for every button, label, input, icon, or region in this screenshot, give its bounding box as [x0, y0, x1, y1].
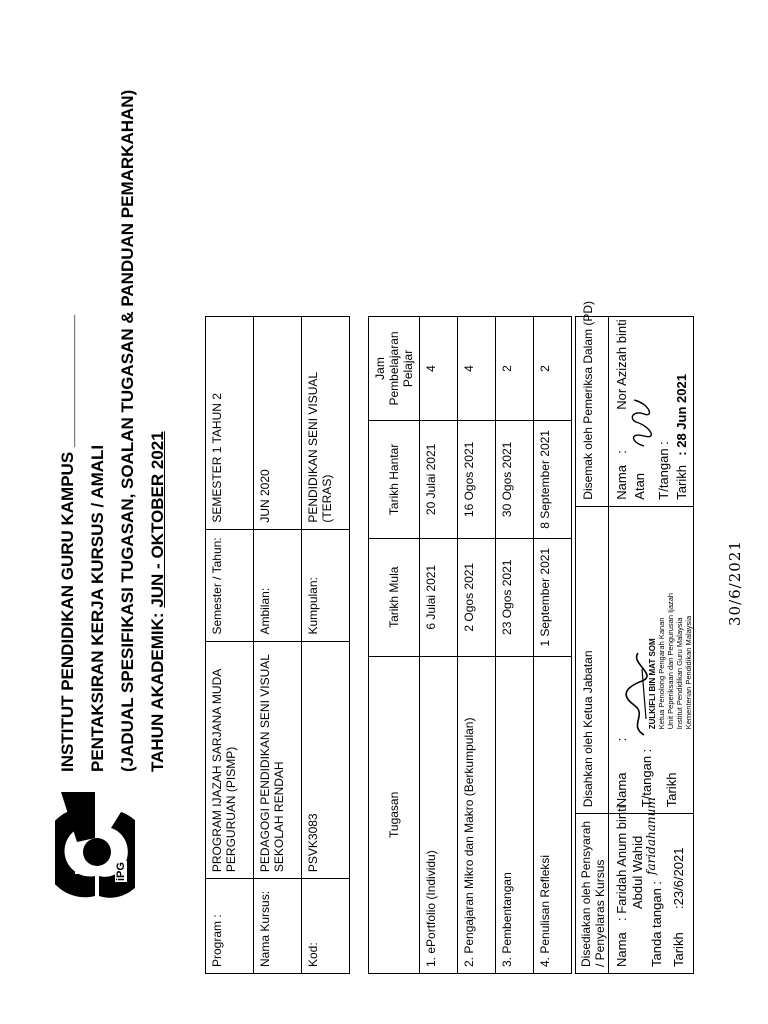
academic-year — [148, 431, 168, 772]
group-label: Kumpulan: — [302, 529, 350, 641]
schedule-title: (JADUAL SPESIFIKASI TUGASAN, SOALAN TUGASAN & PANDUAN PEMARKAHAN) — [118, 89, 137, 772]
task-start: 1 September 2021 — [534, 538, 572, 656]
academic-year-value: JUN - OKTOBER 2021 — [148, 431, 167, 608]
prepared-signature: faridahanum — [644, 797, 658, 875]
stamp-line-2: Unit Peperiksaan dan Pengurusan Ijazah — [666, 592, 675, 730]
stamp-line-3: Institut Pendidikan Guru Malaysia — [675, 617, 684, 730]
course-info-table — [205, 316, 350, 974]
code-label: Kod: — [302, 879, 350, 974]
checked-date-value: : 28 Jun 2021 — [674, 374, 689, 456]
verified-heading: Disahkan oleh Ketua Jabatan — [581, 650, 595, 808]
assessment-title: PENTAKSIRAN KERJA KURSUS / AMALI — [88, 444, 107, 772]
approval-table — [575, 300, 694, 974]
code-value: PSVK3083 — [302, 641, 350, 879]
academic-year-label: TAHUN AKADEMIK: — [148, 607, 167, 772]
checked-name-value: Nor Azizah binti — [614, 319, 629, 410]
checked-name-colon: : — [614, 450, 629, 454]
tasks-header-due: Tarikh Hantar — [369, 420, 420, 538]
group-value: PENDIDIKAN SENI VISUAL (TERAS) — [302, 317, 350, 530]
semester-label: Semester / Tahun: — [206, 529, 254, 641]
verified-by-cell — [576, 506, 694, 814]
verified-date-label: Tarikh — [664, 772, 679, 808]
prepared-name-value: : Faridah Anum binti — [614, 805, 629, 921]
task-name: 4. Penulisan Refleksi — [534, 656, 572, 973]
task-due: 16 Ogos 2021 — [458, 420, 496, 538]
semester-value: SEMESTER 1 TAHUN 2 — [206, 317, 254, 530]
task-start: 23 Ogos 2021 — [496, 538, 534, 656]
task-due: 20 Julai 2021 — [420, 420, 458, 538]
task-hours: 2 — [496, 317, 534, 421]
task-start: 6 Julai 2021 — [420, 538, 458, 656]
task-name: 1. ePortfolio (Individu) — [420, 656, 458, 973]
stamp-line-4: Kementerian Pendidikan Malaysia — [684, 615, 693, 730]
intake-label: Ambilan: — [254, 529, 302, 641]
course-label: Nama Kursus: — [254, 879, 302, 974]
tasks-table — [368, 316, 572, 974]
verified-sign-label: T/tangan : — [639, 748, 654, 808]
checked-name-label: Nama — [614, 465, 629, 500]
task-name: 3. Pembentangan — [496, 656, 534, 973]
verified-stamp — [648, 593, 693, 729]
course-value: PEDAGOGI PENDIDIKAN SENI VISUAL SEKOLAH RENDAH — [254, 641, 302, 879]
task-hours: 4 — [458, 317, 496, 421]
checked-name-value-2: Atan — [632, 472, 647, 500]
prepared-date-label: Tarikh — [671, 932, 686, 967]
checked-date-label: Tarikh — [674, 465, 689, 500]
logo-text: iPG — [115, 862, 127, 881]
institute-title: INSTITUT PENDIDIKAN GURU KAMPUS ______________ — [58, 314, 77, 772]
checked-signature — [626, 398, 654, 450]
task-start: 2 Ogos 2021 — [458, 538, 496, 656]
program-value: PROGRAM IJAZAH SARJANA MUDA PERGURUAN (PISMP) — [206, 641, 254, 879]
stamp-line-1: Ketua Penolong Pengarah Kanan — [657, 617, 666, 730]
task-due: 30 Ogos 2021 — [496, 420, 534, 538]
intake-value: JUN 2020 — [254, 317, 302, 530]
prepared-by-cell — [576, 797, 694, 974]
stamp-name: ZULKIFLI BIN MAT SOM — [648, 638, 657, 730]
table-row — [458, 317, 496, 974]
ipg-logo — [55, 789, 135, 904]
tasks-header-task: Tugasan — [369, 656, 420, 973]
verified-name-colon: : — [614, 737, 629, 742]
tasks-header-hours: Jam Pembelajaran Pelajar — [369, 317, 420, 421]
task-hours: 4 — [420, 317, 458, 421]
tasks-header-start: Tarikh Mula — [369, 538, 420, 656]
table-row — [534, 317, 572, 974]
checked-sign-label: T/tangan : — [656, 441, 671, 500]
prepared-date-value: :23/6/2021 — [671, 847, 686, 909]
prepared-sign-label: Tanda tangan : — [649, 880, 664, 967]
prepared-name-label: Nama — [614, 932, 629, 967]
handwritten-date: 30/6/2021 — [726, 540, 744, 626]
task-name: 2. Pengajaran Mikro dan Makro (Berkumpulan) — [458, 656, 496, 973]
program-label: Program : — [206, 879, 254, 974]
verified-name-label: Nama — [614, 772, 629, 808]
table-row — [420, 317, 458, 974]
task-due: 8 September 2021 — [534, 420, 572, 538]
task-hours: 2 — [534, 317, 572, 421]
table-row — [496, 317, 534, 974]
checked-by-cell — [576, 300, 694, 507]
prepared-heading: Disediakan oleh Pensyarah / Penyelaras Kursus — [579, 820, 607, 967]
checked-heading: Disemak oleh Pemeriksa Dalam (PD) — [581, 300, 595, 500]
prepared-name-value-2: Abdul Wahid — [630, 835, 645, 909]
